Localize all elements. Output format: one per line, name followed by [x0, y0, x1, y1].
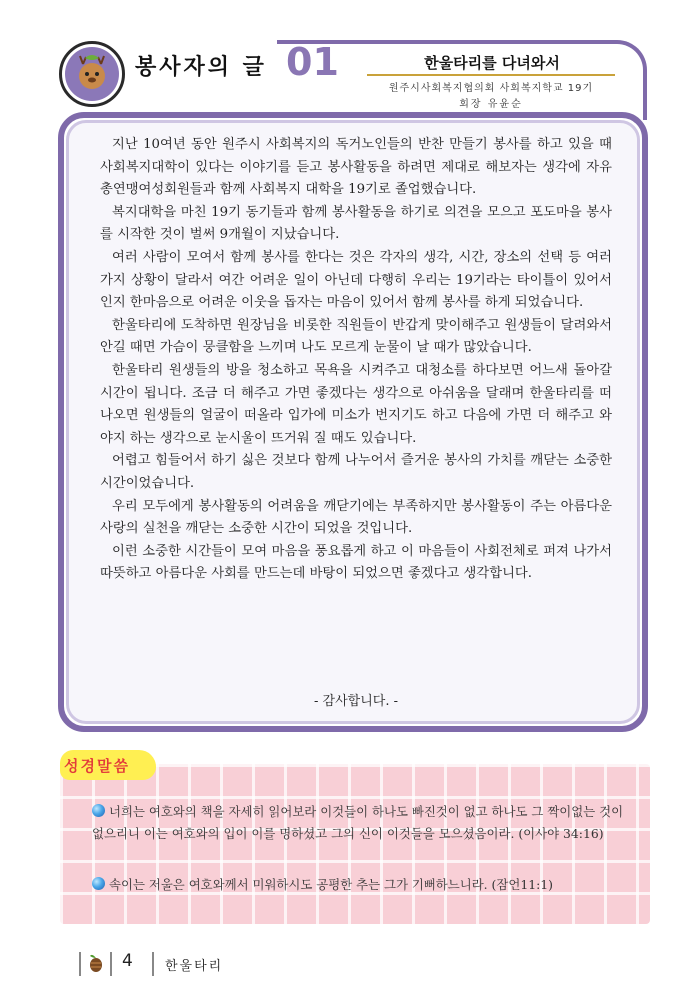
blue-orb-bullet-icon — [92, 877, 105, 890]
article-body — [100, 134, 612, 586]
scripture-label: 성경말씀 — [64, 757, 130, 775]
deer-mascot-icon — [59, 41, 125, 107]
footer-divider — [152, 952, 154, 976]
title-underline — [367, 74, 615, 76]
section-number: 01 — [286, 40, 339, 84]
verse-text: 너희는 여호와의 책을 자세히 읽어보라 이것들이 하나도 빠진것이 없고 하나도 그 짝이없는 것이 없으리니 이는 여호와의 입이 이를 명하셨고 그의 신이 이것들을 모으셨음이라. (이사야 34:16) — [92, 804, 624, 841]
blue-orb-bullet-icon — [92, 804, 105, 817]
article-title: 한울타리를 다녀와서 — [424, 54, 560, 72]
scripture-verse — [92, 801, 628, 844]
article-paragraph: 여러 사람이 모여서 함께 봉사를 한다는 것은 각자의 생각, 시간, 장소의 선택 등 여러 가지 상황이 달라서 여간 어려운 일이 아닌데 다행히 우리는 19기라는 타이틀이 있어서인지 한마음으로 어려운 이웃을 돕자는 마음이 있어서 함께 봉사를 하게 되었습니다. — [100, 249, 612, 311]
article-paragraph: 지난 10여년 동안 원주시 사회복지의 독거노인들의 반찬 만들기 봉사를 하고 있을 때 사회복지대학이 있다는 이야기를 듣고 봉사활동을 하려면 제대로 해보자는 생각에 자유 총연맹여성회원들과 함께 사회복지 대학을 19기로 졸업했습니다. — [100, 137, 612, 198]
article-paragraph: 우리 모두에게 봉사활동의 어려움을 깨닫기에는 부족하지만 봉사활동이 주는 아름다운 사랑의 실천을 깨닫는 소중한 시간이 되었을 것입니다. — [100, 498, 612, 537]
page-number: 4 — [122, 951, 133, 971]
scripture-box — [60, 764, 650, 924]
article-paragraph: 이런 소중한 시간들이 모여 마음을 풍요롭게 하고 이 마음들이 사회전체로 퍼져 나가서 따뜻하고 아름다운 사회를 만드는데 바탕이 되었으면 좋겠다고 생각합니다. — [100, 543, 612, 582]
section-label: 봉사자의 글 — [135, 55, 267, 80]
author-name: 회장 유윤순 — [459, 99, 523, 110]
author-organization: 원주시사회복지협의회 사회복지학교 19기 — [388, 83, 594, 94]
scripture-verse — [92, 874, 628, 896]
pinecone-icon — [88, 953, 104, 973]
article-paragraph: 어렵고 힘들어서 하기 싫은 것보다 함께 나누어서 즐거운 봉사의 가치를 깨닫는 소중한 시간이었습니다. — [100, 453, 612, 491]
article-paragraph: 복지대학을 마친 19기 동기들과 함께 봉사활동을 하기로 의견을 모으고 포도마을 봉사를 시작한 것이 벌써 9개월이 지났습니다. — [100, 204, 612, 243]
article-paragraph: 한울타리 원생들의 방을 청소하고 목욕을 시켜주고 대청소를 하다보면 어느새 돌아갈 시간이 됩니다. 조금 더 해주고 가면 좋겠다는 생각으로 아쉬움을 달래며 한울타리를 떠나오면 원생들의 얼굴이 떠올라 입가에 미소가 번지기도 하고 다음에 가면 더 해주고 와야지 하는 생각으로 눈시울이 뜨거워 질 때도 있습니다. — [100, 362, 612, 446]
magazine-name: 한울타리 — [165, 959, 224, 974]
verse-text: 속이는 저울은 여호와께서 미워하시도 공평한 추는 그가 기뻐하느니라. (잠언11:1) — [109, 877, 553, 892]
footer-divider — [79, 952, 81, 976]
article-paragraph: 한울타리에 도착하면 원장님을 비롯한 직원들이 반갑게 맞이해주고 원생들이 달려와서 안길 때면 가슴이 뭉클함을 느끼며 나도 모르게 눈물이 날 때가 많았습니다. — [100, 317, 612, 356]
closing-text: - 감사합니다. - — [314, 694, 398, 709]
footer-divider — [110, 952, 112, 976]
